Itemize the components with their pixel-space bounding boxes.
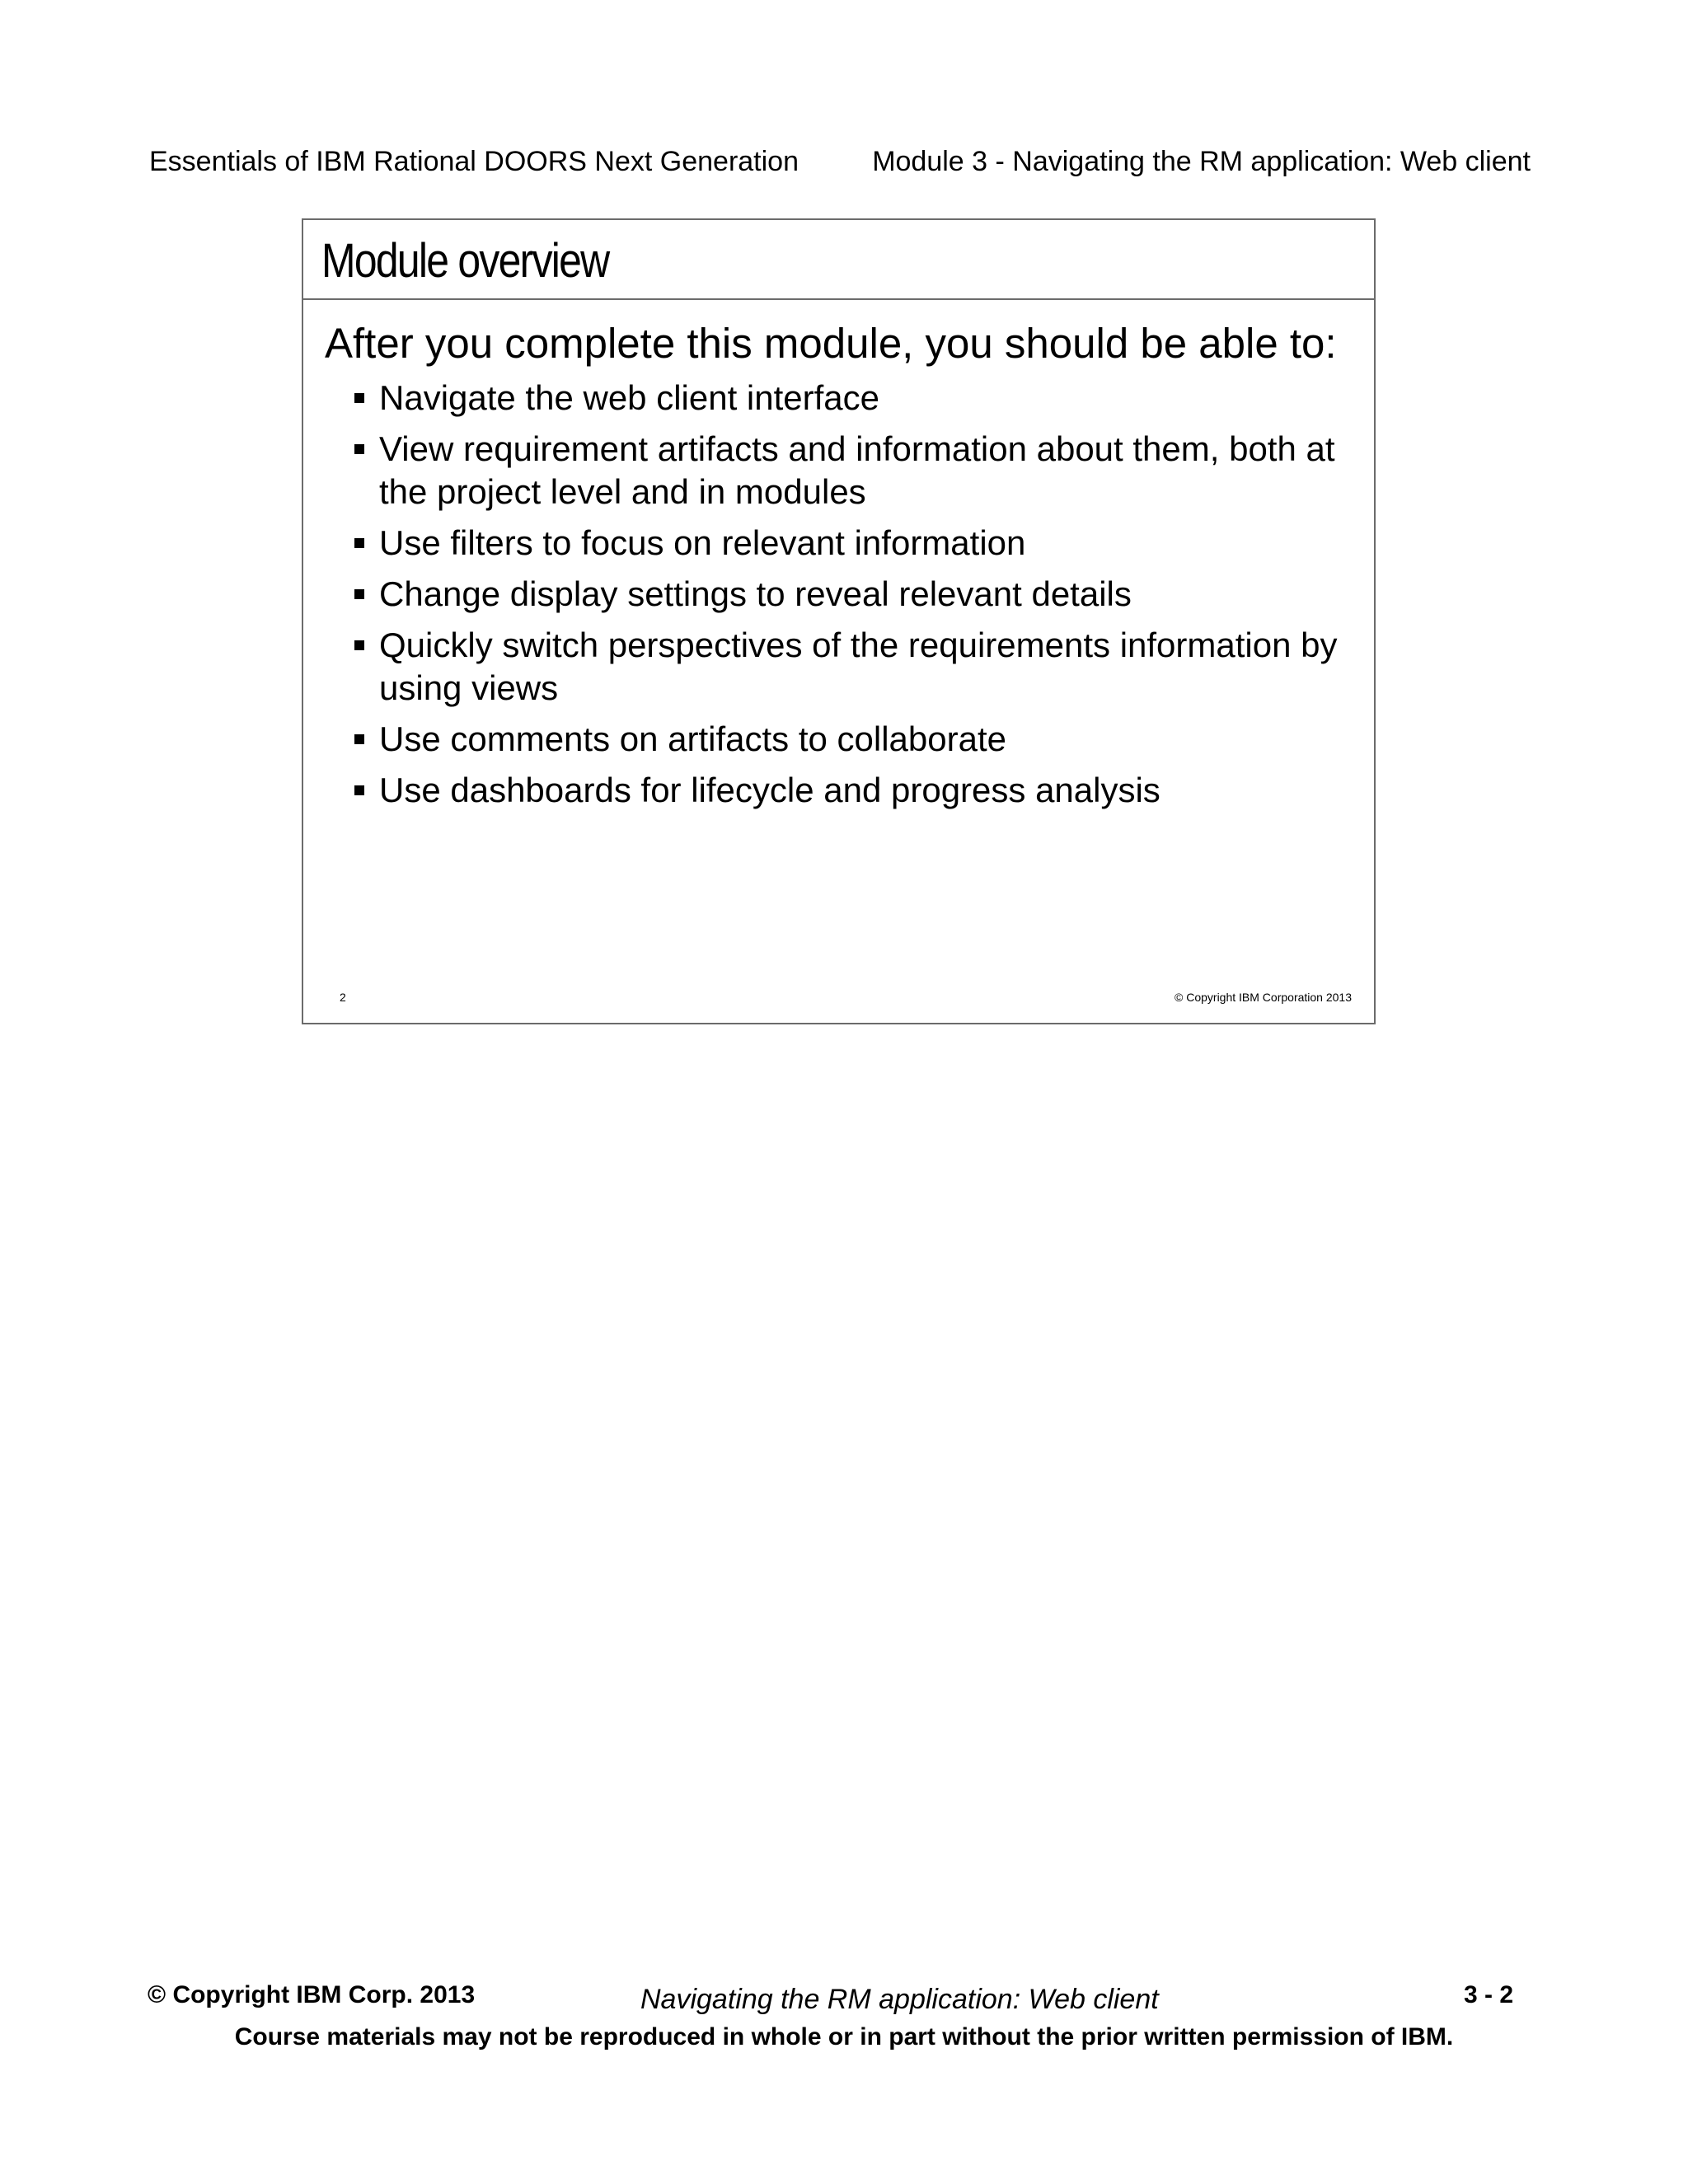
objective-text: Use filters to focus on relevant information [379, 523, 1026, 562]
slide-lead-text: After you complete this module, you should be able to: [325, 320, 1337, 367]
slide-copyright: © Copyright IBM Corporation 2013 [1175, 991, 1352, 1004]
square-bullet-icon [354, 640, 364, 650]
slide-title-bar [303, 220, 1374, 300]
square-bullet-icon [354, 393, 364, 403]
square-bullet-icon [354, 589, 364, 599]
objective-text: View requirement artifacts and information about them, both at the project level and in modules [379, 429, 1335, 511]
objective-text: Use comments on artifacts to collaborate [379, 719, 1007, 758]
square-bullet-icon [354, 538, 364, 548]
objectives-list [354, 377, 1343, 820]
objective-text: Navigate the web client interface [379, 378, 880, 417]
objective-item [354, 522, 1343, 565]
footer-title: Navigating the RM application: Web client [640, 1984, 1159, 2015]
footer-reproduction-notice: Course materials may not be reproduced in whole or in part without the prior written permission of IBM. [234, 2023, 1454, 2050]
objective-text: Change display settings to reveal relevant details [379, 574, 1132, 613]
slide-title: Module overview [321, 234, 609, 288]
objective-item [354, 428, 1343, 513]
objective-item [354, 377, 1343, 419]
footer-copyright: © Copyright IBM Corp. 2013 [148, 1981, 476, 2008]
objective-item [354, 718, 1343, 761]
objective-item [354, 769, 1343, 812]
objective-text: Quickly switch perspectives of the requirements information by using views [379, 626, 1338, 707]
square-bullet-icon [354, 785, 364, 795]
objective-item [354, 573, 1343, 616]
square-bullet-icon [354, 444, 364, 454]
objective-item [354, 624, 1343, 710]
objective-text: Use dashboards for lifecycle and progress analysis [379, 771, 1160, 809]
slide-frame [302, 218, 1376, 1024]
footer-page-number: 3 - 2 [1463, 1981, 1513, 2008]
running-header-module-title: Module 3 - Navigating the RM application: Web client [872, 146, 1531, 177]
square-bullet-icon [354, 734, 364, 744]
slide-number: 2 [340, 991, 346, 1004]
running-header-course-title: Essentials of IBM Rational DOORS Next Generation [149, 146, 799, 177]
